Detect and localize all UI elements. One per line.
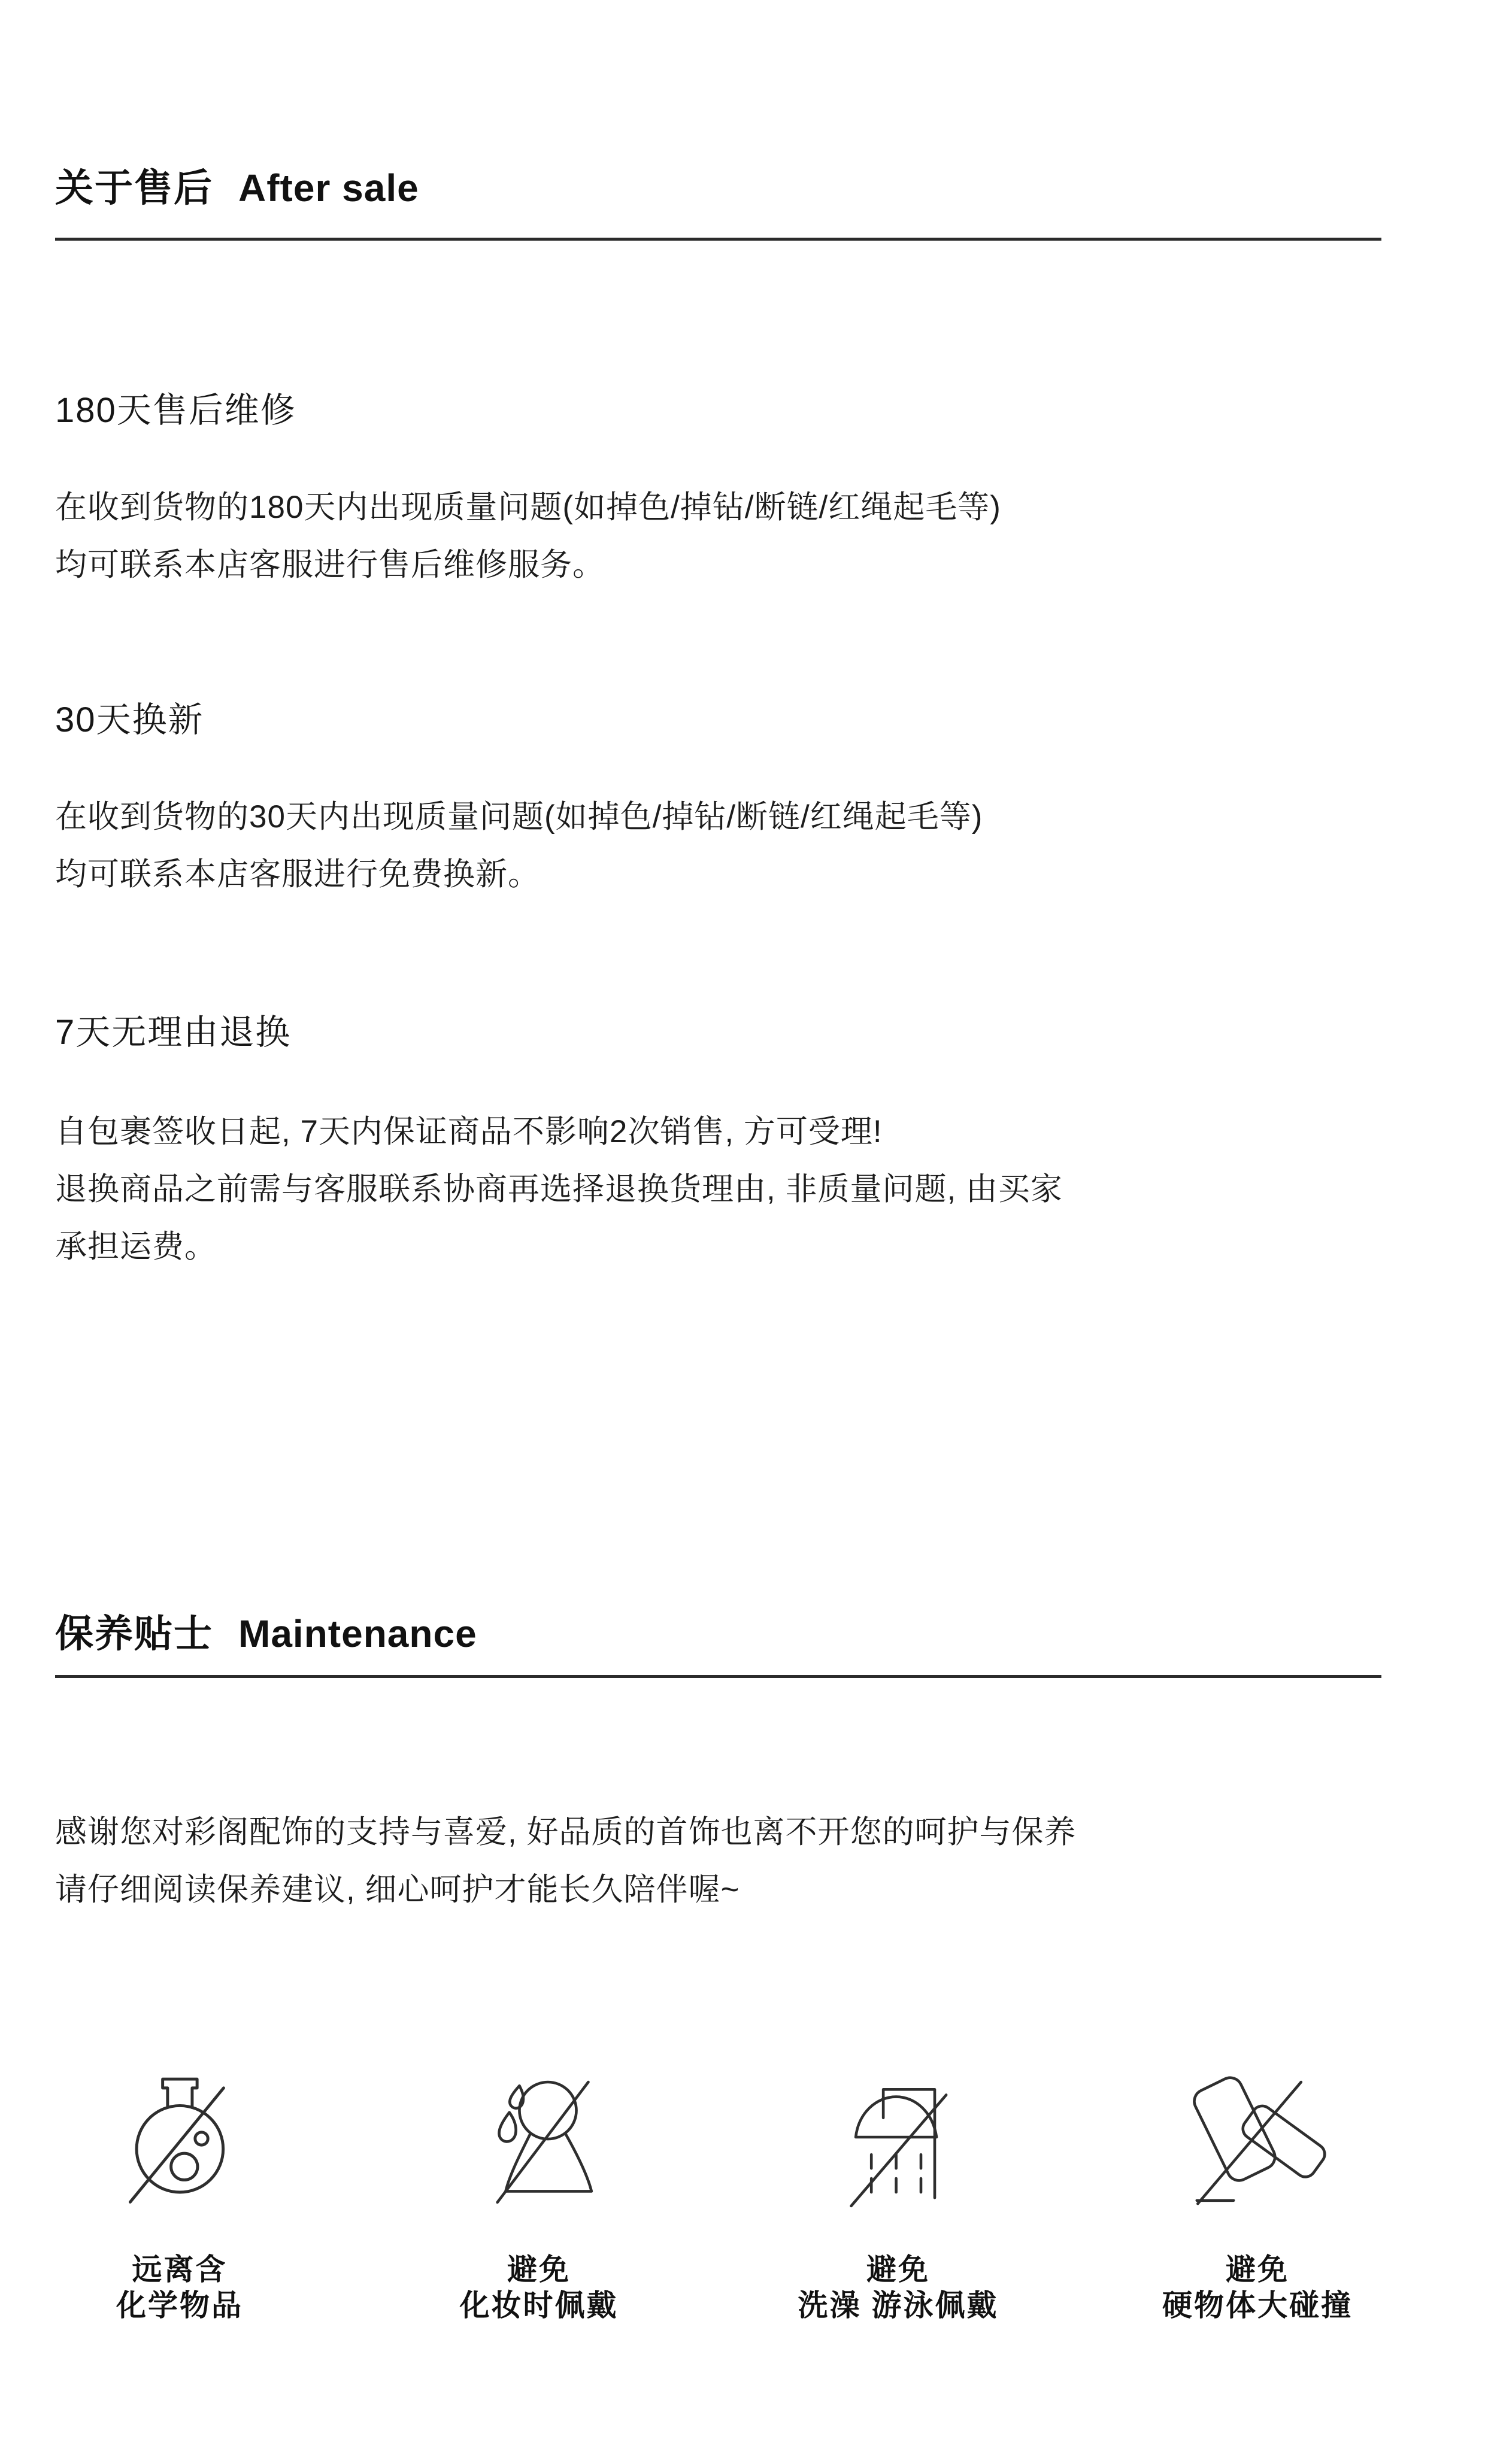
after-sale-title-en: After sale	[238, 166, 419, 210]
policy-heading-repair: 180天售后维修	[55, 390, 296, 430]
maintenance-intro	[55, 1804, 1485, 1919]
section-divider	[55, 238, 1381, 241]
policy-text-line: 在收到货物的30天内出现质量问题(如掉色/掉钻/断链/红绳起毛等)	[55, 799, 983, 835]
policy-text-line: 在收到货物的180天内出现质量问题(如掉色/掉钻/断链/红绳起毛等)	[55, 489, 1001, 525]
policy-text-line: 均可联系本店客服进行免费换新。	[55, 856, 540, 892]
policy-heading-exchange: 30天换新	[55, 700, 204, 739]
policy-paragraph-return	[55, 1103, 1485, 1276]
maintenance-section-title	[55, 1611, 1485, 1657]
care-tip-label-line2: 化学物品	[116, 2288, 243, 2322]
maintenance-intro-line: 请仔细阅读保养建议, 细心呵护才能长久陪伴喔~	[55, 1871, 740, 1907]
maintenance-intro-line: 感谢您对彩阁配饰的支持与喜爱, 好品质的首饰也离不开您的呵护与保养	[55, 1814, 1077, 1850]
policy-paragraph-exchange	[55, 788, 1485, 903]
care-tip-label-line1: 避免	[1226, 2252, 1289, 2286]
maintenance-title-zh: 保养贴士	[55, 1612, 213, 1655]
care-tip-label-line2: 化妆时佩戴	[459, 2288, 619, 2322]
product-detail-page	[0, 165, 1485, 2464]
maintenance-title-en: Maintenance	[238, 1612, 477, 1655]
care-tip-label-line1: 避免	[866, 2252, 930, 2286]
section-divider	[55, 1675, 1381, 1678]
policy-text-line: 自包裹签收日起, 7天内保证商品不影响2次销售, 方可受理!	[55, 1113, 883, 1149]
care-tip-label-line1: 避免	[507, 2252, 571, 2286]
no-hammer-icon	[1189, 2068, 1326, 2206]
care-tip-chemicals	[0, 2068, 359, 2323]
policy-text-line: 退换商品之前需与客服联系协商再选择退换货理由, 非质量问题, 由买家	[55, 1171, 1063, 1207]
no-perfume-icon	[479, 2068, 598, 2206]
care-tip-impact	[1078, 2068, 1437, 2323]
policy-text-line: 承担运费。	[55, 1228, 217, 1264]
after-sale-section-title	[55, 165, 1485, 211]
policy-text-line: 均可联系本店客服进行售后维修服务。	[55, 547, 605, 582]
no-shower-icon	[838, 2068, 957, 2206]
no-chemicals-flask-icon	[120, 2068, 238, 2206]
care-tip-label-line2: 硬物体大碰撞	[1162, 2288, 1353, 2322]
care-tip-cosmetics	[359, 2068, 719, 2323]
policy-paragraph-repair	[55, 479, 1485, 594]
care-tip-shower	[719, 2068, 1078, 2323]
policy-heading-return: 7天无理由退换	[55, 1012, 292, 1052]
care-tip-label-line2: 洗澡 游泳佩戴	[798, 2288, 999, 2322]
care-tips-row	[0, 2068, 1437, 2323]
after-sale-title-zh: 关于售后	[55, 166, 213, 210]
care-tip-label-line1: 远离含	[132, 2252, 228, 2286]
